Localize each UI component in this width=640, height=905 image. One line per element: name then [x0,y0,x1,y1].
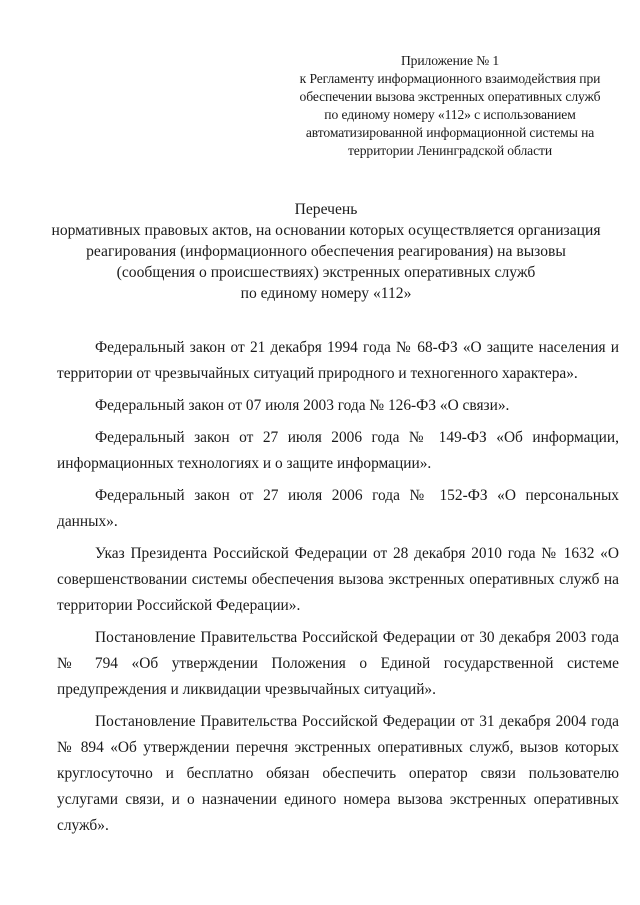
paragraph-resolution-794 [57,625,619,703]
paragraph-line: Федеральный закон от 07 июля 2003 года № 126-ФЗ «О связи». [95,397,510,414]
title-heading: Перечень [294,201,358,218]
title-line: по единому номеру «112» [240,285,412,302]
paragraph-line: территории от чрезвычайных ситуаций природного и техногенного характера». [57,365,578,382]
paragraph-line: предупреждения и ликвидации чрезвычайных ситуаций». [57,681,436,698]
title-line: (сообщения о происшествиях) экстренных оперативных служб [116,264,536,281]
paragraph-line: служб». [57,817,109,834]
paragraph-line: совершенствовании системы обеспечения вызова экстренных оперативных служб на [57,571,619,588]
appendix-header [282,52,618,160]
paragraph-line: данных». [57,513,118,530]
paragraph-line: услугами связи, и о назначении единого номера вызова экстренных оперативных [57,791,619,808]
appendix-line: обеспечении вызова экстренных оперативных служб [299,89,601,104]
paragraph-line: Указ Президента Российской Федерации от 28 декабря 2010 года № 1632 «О [95,545,619,562]
paragraph-decree-1632 [57,541,619,619]
paragraph-line: Федеральный закон от 27 июля 2006 года № 152-ФЗ «О персональных [95,487,619,504]
paragraph-line: Федеральный закон от 27 июля 2006 года № 149-ФЗ «Об информации, [95,429,619,446]
paragraph-line: Постановление Правительства Российской Федерации от 31 декабря 2004 года [95,713,619,730]
paragraph-line: территории Российской Федерации». [57,597,301,614]
title-line: нормативных правовых актов, на основании которых осуществляется организация [51,222,601,239]
document-body [57,335,619,845]
paragraph-law-126fz [57,393,619,419]
appendix-line: автоматизированной информационной системы на [305,125,595,140]
title-line: реагирования (информационного обеспечения реагирования) на вызовы [86,243,566,260]
paragraph-line: Федеральный закон от 21 декабря 1994 года № 68-ФЗ «О защите населения и [95,339,619,356]
paragraph-line: Постановление Правительства Российской Федерации от 30 декабря 2003 года [95,629,619,646]
appendix-line: к Регламенту информационного взаимодействия при [299,71,601,86]
appendix-line: территории Ленинградской области [347,143,553,158]
paragraph-line: круглосуточно и бесплатно обязан обеспечить оператор связи пользователю [57,765,619,782]
paragraph-law-152fz [57,483,619,535]
paragraph-resolution-894 [57,709,619,839]
document-title [20,199,632,304]
paragraph-line: информационных технологиях и о защите информации». [57,455,432,472]
appendix-line: Приложение № 1 [400,53,500,68]
paragraph-law-149fz [57,425,619,477]
appendix-line: по единому номеру «112» с использованием [324,107,576,122]
paragraph-line: № 894 «Об утверждении перечня экстренных оперативных служб, вызов которых [57,739,619,756]
paragraph-line: № 794 «Об утверждении Положения о Единой государственной системе [57,655,619,672]
paragraph-law-68fz [57,335,619,387]
